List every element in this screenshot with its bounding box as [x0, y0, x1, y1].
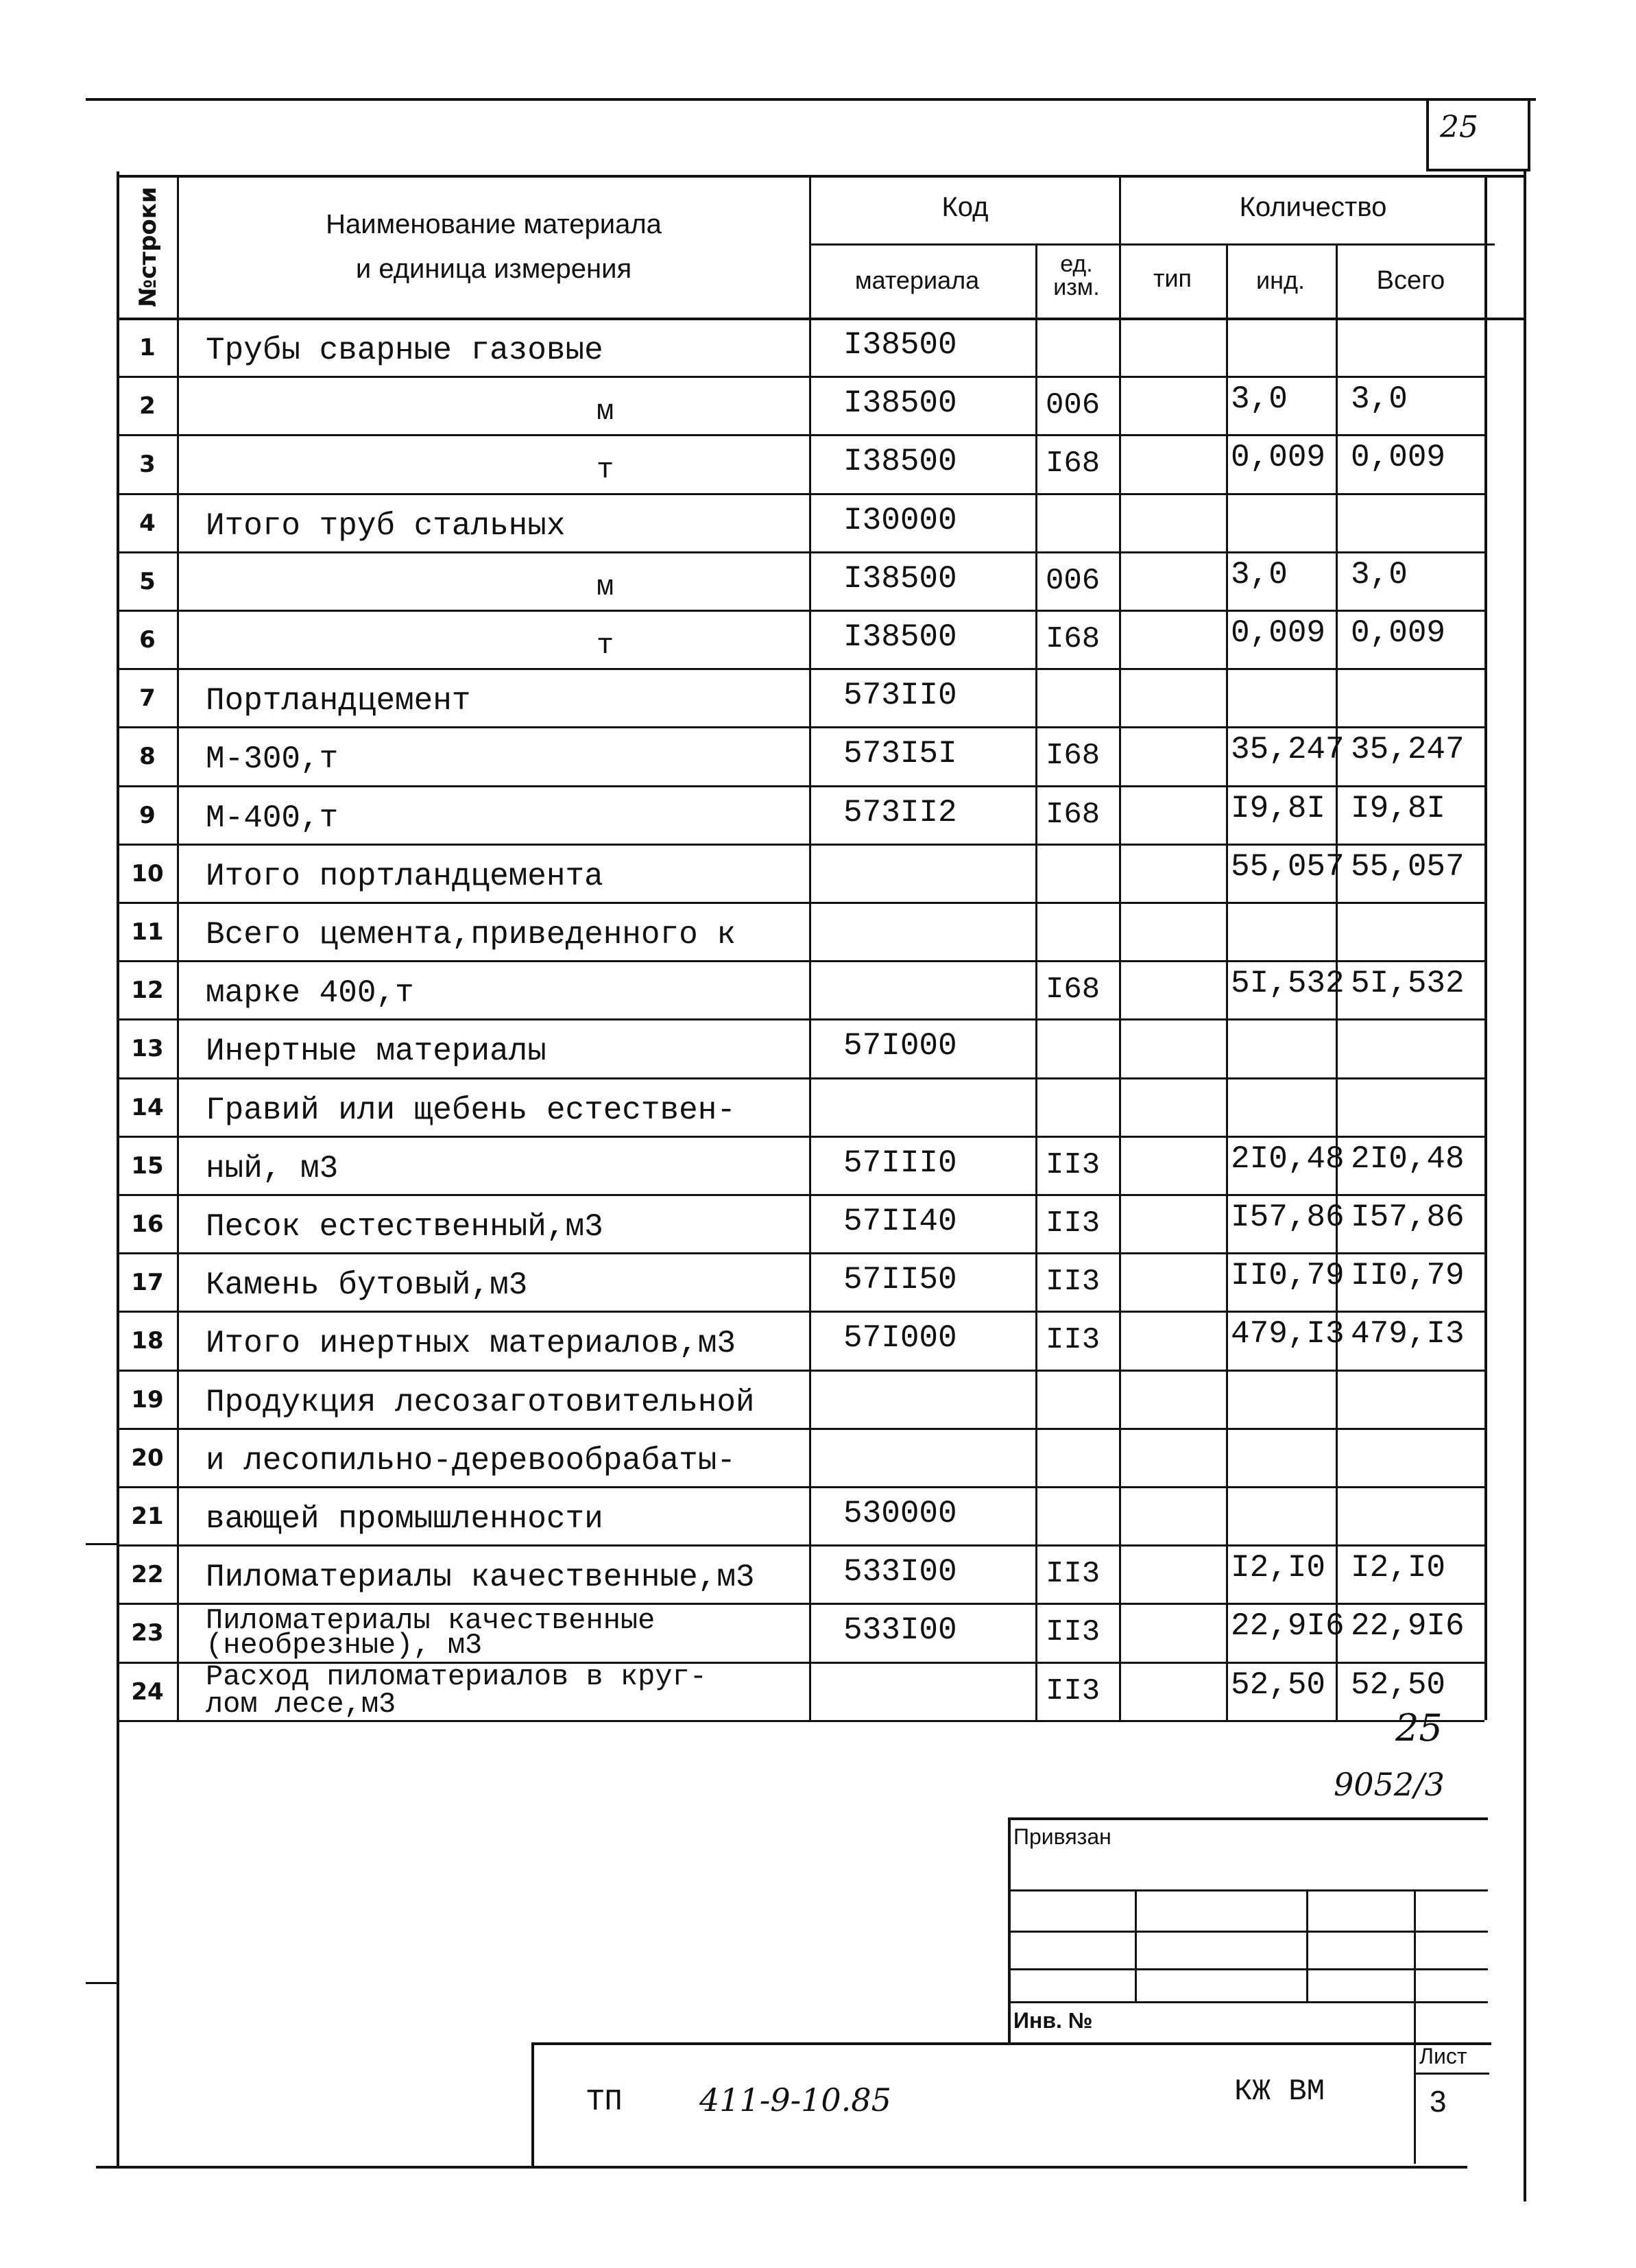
sheet-label: Лист — [1419, 2044, 1467, 2068]
page-number: 25 — [1440, 110, 1478, 145]
inventory-number-label: Инв. № — [1013, 2008, 1093, 2033]
material-code: 533I00 — [843, 1554, 957, 1590]
row-number: 6 — [139, 626, 156, 654]
material-name: Продукция лесозаготовительной — [206, 1384, 755, 1420]
row-number: 16 — [131, 1210, 164, 1238]
quantity-ind: 0,009 — [1231, 440, 1326, 476]
quantity-total: 3,0 — [1351, 381, 1408, 418]
unit-code: I68 — [1046, 972, 1100, 1007]
unit-code: II3 — [1046, 1673, 1100, 1708]
material-name: лом лесе,м3 — [206, 1687, 396, 1721]
grid-line — [118, 1136, 1484, 1138]
material-name: М-400,т — [206, 800, 339, 836]
row-number: 21 — [131, 1503, 164, 1530]
grid-line — [118, 1077, 1484, 1079]
quantity-ind: II0,79 — [1231, 1258, 1345, 1294]
unit-code: II3 — [1046, 1615, 1100, 1650]
handwritten-page-mark: 25 — [1395, 1706, 1443, 1750]
material-name: Итого портландцемента — [206, 858, 603, 894]
material-name: вающей промышленности — [206, 1501, 603, 1537]
grid-line — [118, 318, 1524, 320]
material-code: 57II40 — [843, 1204, 957, 1239]
quantity-ind: I2,I0 — [1231, 1550, 1326, 1586]
name-header-line2: и единица измерения — [355, 254, 632, 284]
page-number-box-bottom — [1426, 169, 1530, 171]
material-name: Всего цемента,приведенного к — [206, 917, 736, 953]
material-name: и лесопильно-деревообрабаты- — [206, 1442, 736, 1479]
row-number: 14 — [131, 1093, 164, 1121]
frame-bottom — [96, 2166, 1467, 2169]
quantity-total: 0,009 — [1351, 615, 1446, 651]
material-code: 57I000 — [843, 1320, 957, 1357]
row-number: 23 — [131, 1619, 164, 1647]
grid-line — [1484, 175, 1487, 1720]
quantity-total: 22,9I6 — [1351, 1608, 1465, 1645]
quantity-ind: 22,9I6 — [1231, 1608, 1345, 1645]
row-number: 13 — [131, 1035, 164, 1063]
quantity-ind: 479,I3 — [1231, 1316, 1345, 1352]
grid-line — [1226, 243, 1228, 1720]
row-number: 15 — [131, 1151, 164, 1180]
tied-label: Привязан — [1013, 1824, 1111, 1849]
material-name: Итого инертных материалов,м3 — [206, 1326, 736, 1362]
quantity-ind: 55,057 — [1231, 848, 1345, 885]
quantity-total: 52,50 — [1351, 1667, 1446, 1703]
grid-line — [118, 960, 1484, 962]
quantity-ind-header: инд. — [1256, 266, 1305, 294]
quantity-total: 5I,532 — [1351, 966, 1465, 1002]
grid-line — [118, 610, 1484, 612]
material-name: Инертные материалы — [206, 1034, 546, 1070]
frame-right — [1524, 171, 1526, 2201]
grid-line — [118, 376, 1484, 378]
quantity-total: I57,86 — [1351, 1199, 1465, 1235]
unit-name: т — [597, 629, 614, 662]
material-code: 530000 — [843, 1496, 957, 1531]
row-number: 22 — [131, 1561, 164, 1589]
unit-code: 006 — [1046, 563, 1100, 598]
name-header-line1: Наименование материала — [326, 209, 662, 239]
material-name: Расход пиломатериалов в круг- — [206, 1660, 707, 1693]
quantity-total: 55,057 — [1351, 848, 1465, 885]
edge-mark — [86, 1543, 117, 1545]
material-code: 573II2 — [843, 794, 957, 831]
row-number: 9 — [139, 801, 156, 829]
document-number: 411-9-10.85 — [699, 2081, 891, 2118]
grid-line — [118, 1252, 1484, 1254]
unit-code: I68 — [1046, 797, 1100, 832]
quantity-ind: 3,0 — [1231, 556, 1288, 593]
material-name: ный, м3 — [206, 1150, 339, 1186]
grid-line — [118, 1370, 1484, 1372]
grid-line — [118, 1018, 1484, 1020]
row-number: 12 — [131, 977, 164, 1005]
quantity-ind: 2I0,48 — [1231, 1141, 1345, 1177]
grid-line — [118, 434, 1484, 436]
material-code: 57II50 — [843, 1262, 957, 1298]
material-name: Трубы сварные газовые — [206, 333, 603, 368]
unit-code: I68 — [1046, 622, 1100, 656]
unit-code: I68 — [1046, 739, 1100, 774]
unit-code: I68 — [1046, 446, 1100, 481]
grid-line — [118, 1428, 1484, 1430]
unit-code: II3 — [1046, 1265, 1100, 1300]
quantity-total: I9,8I — [1351, 790, 1446, 826]
row-number: 19 — [131, 1385, 164, 1413]
quantity-total: 35,247 — [1351, 732, 1465, 768]
document-prefix: ТП — [586, 2085, 623, 2119]
code-unit-header: ед. изм. — [1053, 251, 1100, 300]
quantity-ind: I57,86 — [1231, 1199, 1345, 1235]
grid-line — [118, 551, 1484, 553]
material-name: Пиломатериалы качественные,м3 — [206, 1560, 755, 1596]
material-code: 57III0 — [843, 1145, 957, 1181]
row-number: 18 — [131, 1327, 164, 1355]
grid-line — [118, 844, 1484, 846]
quantity-total: II0,79 — [1351, 1258, 1465, 1294]
row-number: 10 — [131, 859, 164, 887]
row-number: 17 — [131, 1269, 164, 1297]
material-name: Итого труб стальных — [206, 508, 566, 544]
quantity-total: 0,009 — [1351, 440, 1446, 476]
row-number: 3 — [139, 451, 156, 479]
material-name: Камень бутовый,м3 — [206, 1267, 528, 1304]
grid-line — [118, 175, 1524, 178]
quantity-total: 479,I3 — [1351, 1316, 1465, 1352]
unit-code: II3 — [1046, 1557, 1100, 1592]
page-number-box-right — [1528, 98, 1530, 170]
unit-code: II3 — [1046, 1323, 1100, 1358]
quantity-total-header: Всего — [1376, 266, 1445, 295]
row-number: 20 — [131, 1444, 164, 1472]
row-number: 8 — [139, 743, 156, 771]
grid-line — [118, 1486, 1484, 1488]
material-name: Песок естественный,м3 — [206, 1209, 603, 1245]
unit-code: II3 — [1046, 1147, 1100, 1182]
quantity-ind: 35,247 — [1231, 732, 1345, 768]
row-number: 24 — [131, 1678, 164, 1706]
row-number-header: №строки — [134, 187, 162, 307]
row-number: 1 — [139, 334, 156, 361]
unit-name: т — [597, 453, 614, 487]
unit-name: м — [597, 570, 614, 604]
quantity-ind: I9,8I — [1231, 790, 1326, 826]
sheet-number: 3 — [1430, 2085, 1447, 2118]
quantity-ind: 52,50 — [1231, 1667, 1326, 1703]
material-name: М-300,т — [206, 741, 339, 778]
grid-line — [118, 1194, 1484, 1196]
material-name: (необрезные), м3 — [206, 1629, 483, 1662]
material-code: I38500 — [843, 327, 957, 363]
top-rule — [86, 98, 1536, 101]
row-number: 7 — [139, 684, 156, 713]
quantity-total: I2,I0 — [1351, 1550, 1446, 1586]
unit-code: 006 — [1046, 388, 1100, 423]
code-material-header: материала — [854, 266, 980, 294]
material-name: Портландцемент — [206, 683, 471, 719]
quantity-ind: 5I,532 — [1231, 966, 1345, 1002]
material-name: марке 400,т — [206, 975, 414, 1012]
quantity-total: 3,0 — [1351, 556, 1408, 593]
page-number-box-left — [1426, 98, 1429, 170]
material-code: I38500 — [843, 560, 957, 597]
material-code: I38500 — [843, 444, 957, 480]
document-code: КЖ ВМ — [1234, 2075, 1325, 2109]
material-name: Пиломатериалы качественные — [206, 1604, 655, 1638]
material-code: I38500 — [843, 385, 957, 422]
grid-line — [118, 1311, 1484, 1313]
quantity-total: 2I0,48 — [1351, 1141, 1465, 1177]
material-code: 57I000 — [843, 1028, 957, 1064]
grid-line — [118, 1544, 1484, 1547]
quantity-ind: 0,009 — [1231, 615, 1326, 651]
handwritten-reference: 9052/3 — [1334, 1766, 1445, 1803]
material-code: 573II0 — [843, 678, 957, 714]
grid-line — [118, 668, 1484, 670]
unit-code: II3 — [1046, 1206, 1100, 1241]
material-code: I30000 — [843, 502, 957, 538]
grid-line — [118, 493, 1484, 495]
quantity-ind: 3,0 — [1231, 381, 1288, 418]
grid-line — [118, 902, 1484, 904]
row-number: 2 — [139, 392, 156, 420]
quantity-type-header: тип — [1153, 264, 1192, 292]
grid-line — [809, 243, 1495, 246]
material-code: I38500 — [843, 619, 957, 655]
grid-line — [118, 726, 1484, 728]
code-group-header: Код — [941, 192, 989, 222]
material-code: 573I5I — [843, 736, 957, 772]
grid-line — [118, 785, 1484, 787]
material-code: 533I00 — [843, 1612, 957, 1649]
row-number: 11 — [131, 918, 164, 946]
unit-name: м — [597, 395, 614, 429]
row-number: 4 — [139, 509, 156, 537]
material-name: Гравий или щебень естествен- — [206, 1092, 736, 1128]
edge-mark — [86, 1982, 117, 1984]
grid-line — [1035, 243, 1037, 1720]
row-number: 5 — [139, 567, 156, 595]
quantity-group-header: Количество — [1239, 192, 1387, 222]
